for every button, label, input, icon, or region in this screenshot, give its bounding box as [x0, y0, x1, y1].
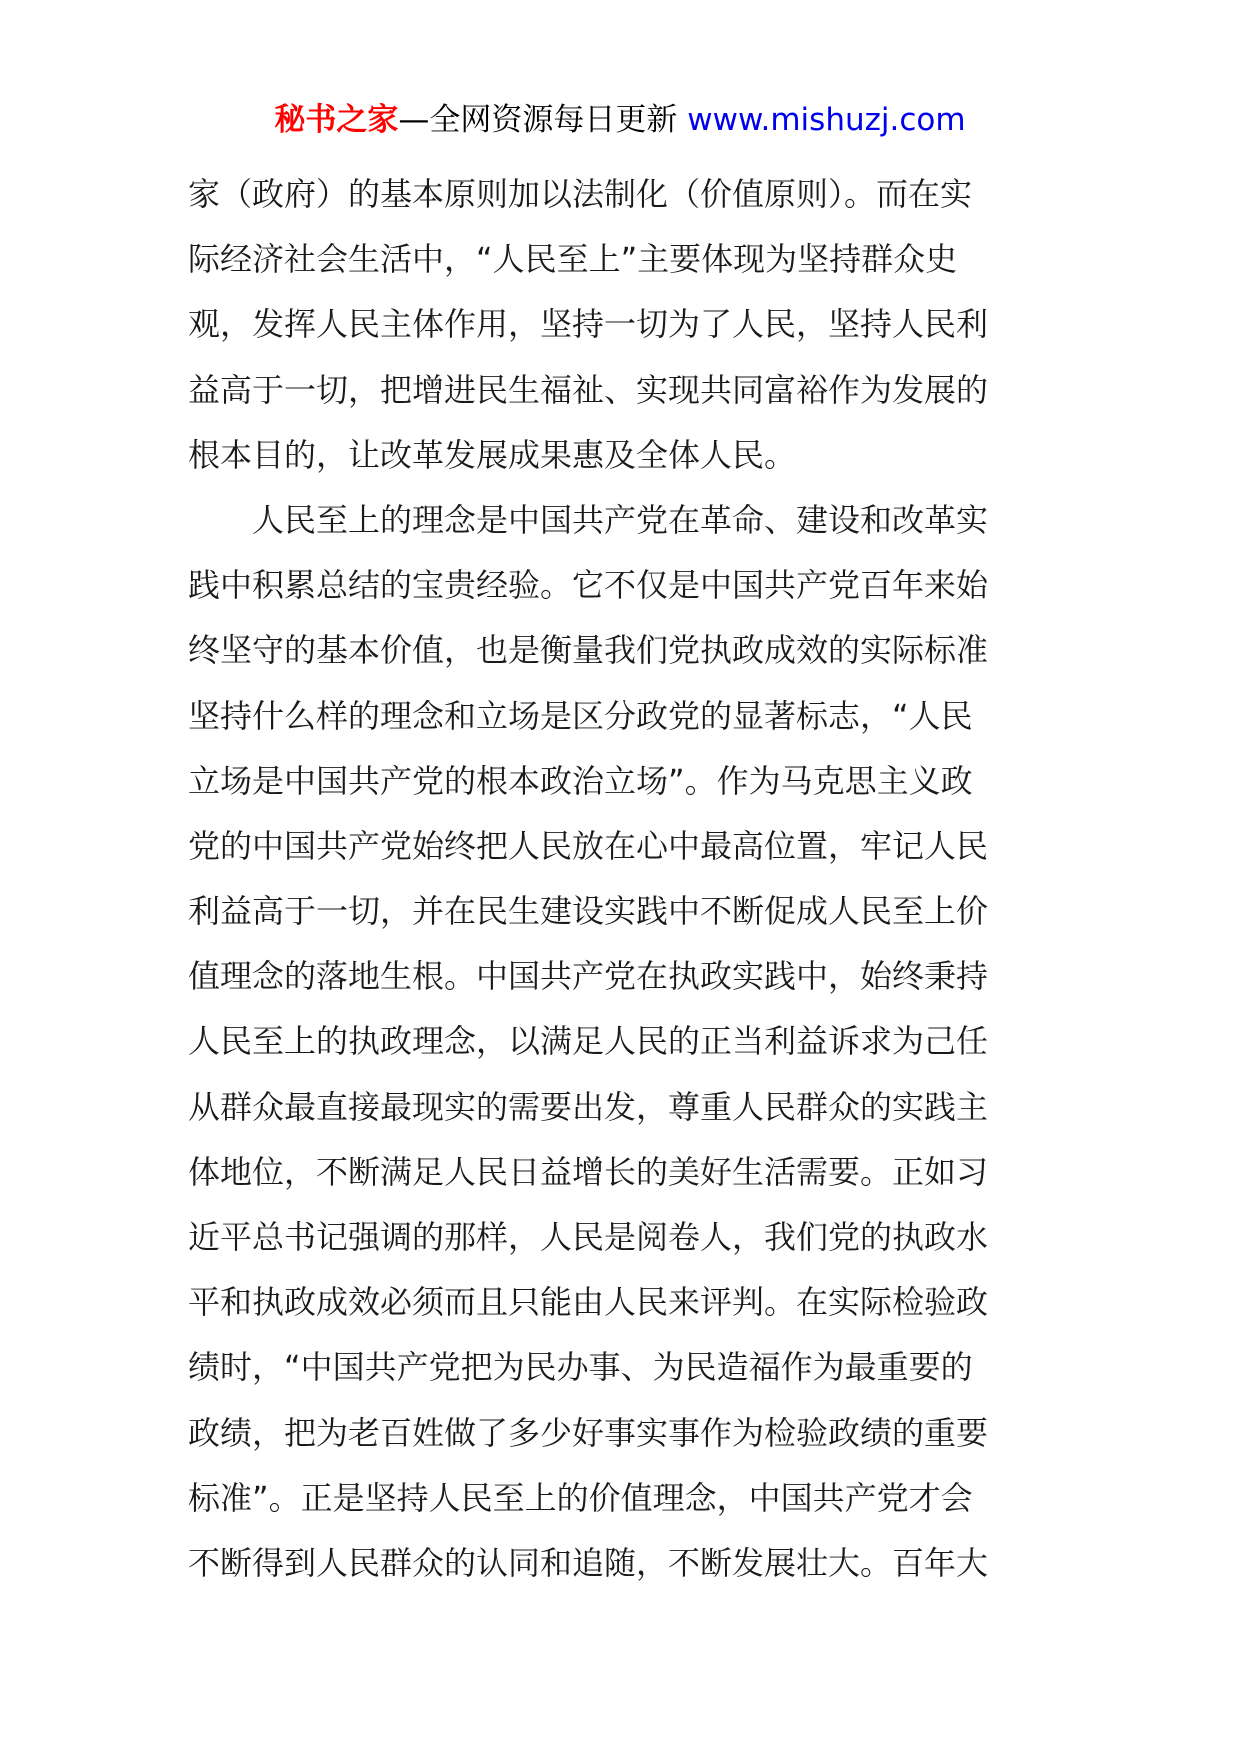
text-line: 党的中国共产党始终把人民放在心中最高位置，牢记人民 [188, 826, 989, 865]
text-line: 坚持什么样的理念和立场是区分政党的显著标志，“人民 [188, 696, 973, 735]
text-line: 根本目的，让改革发展成果惠及全体人民。 [188, 435, 797, 474]
text-line: 终坚守的基本价值，也是衡量我们党执政成效的实际标准 [188, 631, 989, 670]
text-line: 从群众最直接最现实的需要出发，尊重人民群众的实践主 [188, 1087, 989, 1126]
text-line: 人民至上的执政理念，以满足人民的正当利益诉求为己任 [188, 1022, 989, 1061]
header-url-link[interactable]: www.mishuzj.com [687, 102, 966, 138]
text-line: 近平总书记强调的那样，人民是阅卷人，我们党的执政水 [188, 1218, 989, 1256]
text-line: 平和执政成效必须而且只能由人民来评判。在实际检验政 [188, 1283, 989, 1322]
text-line: 际经济社会生活中，“人民至上”主要体现为坚持群众史 [188, 240, 958, 279]
header-tagline: —全网资源每日更新 [398, 102, 678, 138]
page-header [0, 98, 1240, 142]
header-brand: 秘书之家 [274, 102, 399, 138]
text-line: 绩时，“中国共产党把为民办事、为民造福作为最重要的 [188, 1348, 973, 1387]
body-text [188, 162, 1052, 1596]
text-line: 利益高于一切，并在民生建设实践中不断促成人民至上价 [188, 892, 989, 931]
text-line: 人民至上的理念是中国共产党在革命、建设和改革实 [252, 500, 989, 539]
text-line: 不断得到人民群众的认同和追随，不断发展壮大。百年大 [188, 1543, 989, 1582]
text-line: 体地位，不断满足人民日益增长的美好生活需要。正如习 [188, 1152, 989, 1191]
text-line: 益高于一切，把增进民生福祉、实现共同富裕作为发展的 [188, 370, 989, 409]
text-line: 标准”。正是坚持人民至上的价值理念，中国共产党才会 [188, 1478, 973, 1517]
text-line: 家（政府）的基本原则加以法制化（价值原则）。而在实 [188, 175, 973, 213]
text-line: 值理念的落地生根。中国共产党在执政实践中，始终秉持 [188, 957, 989, 996]
text-line: 立场是中国共产党的根本政治立场”。作为马克思主义政 [188, 761, 973, 800]
text-line: 践中积累总结的宝贵经验。它不仅是中国共产党百年来始 [188, 566, 989, 605]
text-line: 政绩，把为老百姓做了多少好事实事作为检验政绩的重要 [188, 1413, 989, 1452]
text-line: 观，发挥人民主体作用，坚持一切为了人民，坚持人民利 [188, 305, 989, 344]
